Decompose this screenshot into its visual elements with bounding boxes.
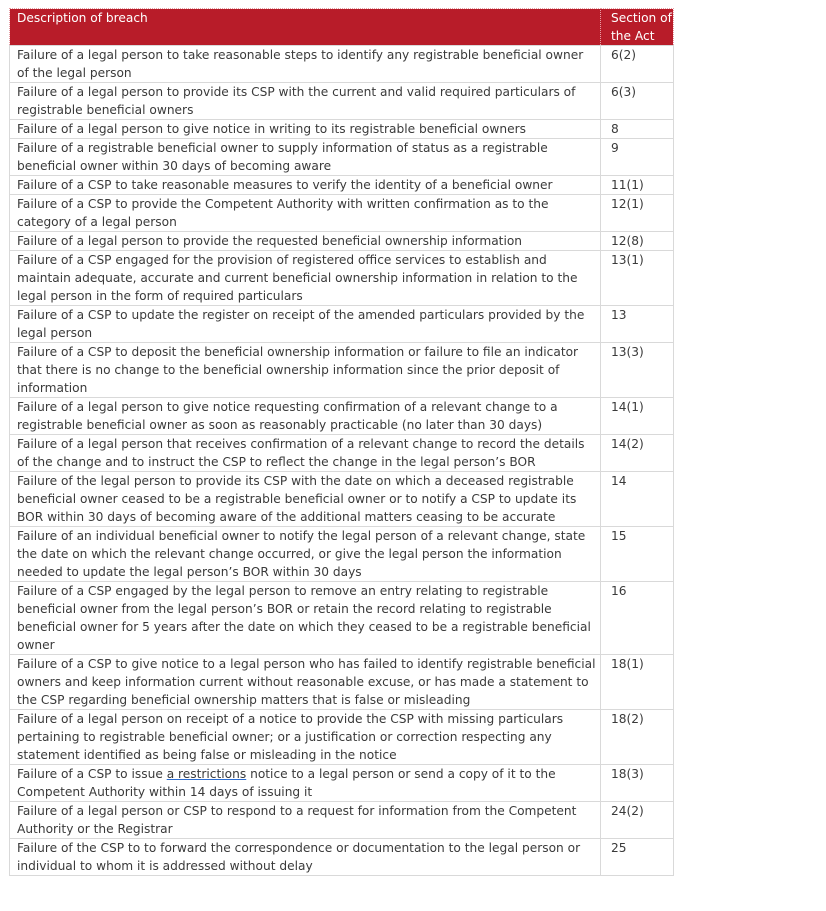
section-number: 18(1) <box>601 655 674 710</box>
section-number: 18(3) <box>601 765 674 802</box>
breach-description: Failure of a CSP to take reasonable measures to verify the identity of a beneficial owner <box>10 176 601 195</box>
header-section: Section of the Act <box>601 9 674 46</box>
breach-description: Failure of a legal person to provide the requested beneficial ownership information <box>10 232 601 251</box>
table-row <box>10 710 674 765</box>
table-row <box>10 472 674 527</box>
breach-description <box>10 765 601 802</box>
section-number: 18(2) <box>601 710 674 765</box>
section-number: 9 <box>601 139 674 176</box>
section-number: 24(2) <box>601 802 674 839</box>
table-row <box>10 83 674 120</box>
breach-description: Failure of a registrable beneficial owner to supply information of status as a registrable beneficial owner within 30 days of becoming aware <box>10 139 601 176</box>
breach-description: Failure of a CSP engaged for the provision of registered office services to establish and maintain adequate, accurate and current beneficial ownership information in relation to the legal person in the form of required particulars <box>10 251 601 306</box>
section-number: 12(1) <box>601 195 674 232</box>
header-description: Description of breach <box>10 9 601 46</box>
breach-description: Failure of a legal person on receipt of a notice to provide the CSP with missing particulars pertaining to registrable beneficial owner; or a justification or correction respecting any statement identified as being false or misleading in the notice <box>10 710 601 765</box>
breach-description: Failure of a legal person to give notice requesting confirmation of a relevant change to a registrable beneficial owner as soon as reasonably practicable (no later than 30 days) <box>10 398 601 435</box>
table-row <box>10 232 674 251</box>
table-row <box>10 195 674 232</box>
breach-description: Failure of an individual beneficial owner to notify the legal person of a relevant change, state the date on which the relevant change occurred, or give the legal person the information needed to update the legal person’s BOR within 30 days <box>10 527 601 582</box>
table-row <box>10 655 674 710</box>
section-number: 13 <box>601 306 674 343</box>
table-row <box>10 176 674 195</box>
table-row <box>10 527 674 582</box>
breach-description: Failure of a CSP to provide the Competent Authority with written confirmation as to the category of a legal person <box>10 195 601 232</box>
section-number: 6(2) <box>601 46 674 83</box>
section-number: 16 <box>601 582 674 655</box>
table-row <box>10 839 674 876</box>
breach-description: Failure of a legal person to give notice in writing to its registrable beneficial owners <box>10 120 601 139</box>
table-row <box>10 139 674 176</box>
breach-description: Failure of a CSP to update the register on receipt of the amended particulars provided by the legal person <box>10 306 601 343</box>
table-row <box>10 120 674 139</box>
breach-description: Failure of a CSP engaged by the legal person to remove an entry relating to registrable beneficial owner from the legal person’s BOR or retain the record relating to registrable beneficial owner for 5 years after the date on which they ceased to be a registrable beneficial owner <box>10 582 601 655</box>
section-number: 13(3) <box>601 343 674 398</box>
table-row <box>10 435 674 472</box>
table-row <box>10 306 674 343</box>
breach-description: Failure of a legal person or CSP to respond to a request for information from the Competent Authority or the Registrar <box>10 802 601 839</box>
table-row <box>10 765 674 802</box>
section-number: 11(1) <box>601 176 674 195</box>
section-number: 6(3) <box>601 83 674 120</box>
table-row <box>10 46 674 83</box>
section-number: 13(1) <box>601 251 674 306</box>
breach-description: Failure of the CSP to to forward the correspondence or documentation to the legal person or individual to whom it is addressed without delay <box>10 839 601 876</box>
breach-description: Failure of a CSP to give notice to a legal person who has failed to identify registrable beneficial owners and keep information current without reasonable excuse, or has made a statement to the CSP regarding beneficial ownership matters that is false or misleading <box>10 655 601 710</box>
section-number: 8 <box>601 120 674 139</box>
table-row <box>10 582 674 655</box>
underlined-phrase: a restrictions <box>166 767 247 781</box>
section-number: 14(2) <box>601 435 674 472</box>
table-row <box>10 343 674 398</box>
breach-description-end: notice to a legal person or send a copy of it to the Competent Authority within 14 days of issuing it <box>17 767 556 799</box>
breach-description: Failure of a legal person to provide its CSP with the current and valid required particulars of registrable beneficial owners <box>10 83 601 120</box>
breach-description-start: Failure of a CSP to issue <box>17 767 167 781</box>
section-number: 12(8) <box>601 232 674 251</box>
section-number: 25 <box>601 839 674 876</box>
section-number: 14 <box>601 472 674 527</box>
breach-table <box>9 8 674 876</box>
section-number: 14(1) <box>601 398 674 435</box>
table-row <box>10 251 674 306</box>
table-row <box>10 802 674 839</box>
table-row <box>10 398 674 435</box>
table-header-row <box>10 9 674 46</box>
section-number: 15 <box>601 527 674 582</box>
breach-table-container <box>9 8 673 876</box>
breach-description: Failure of the legal person to provide its CSP with the date on which a deceased registrable beneficial owner ceased to be a registrable beneficial owner or to notify a CSP to update its BOR within 30 days of becoming aware of the additional matters ceasing to be accurate <box>10 472 601 527</box>
breach-description: Failure of a legal person that receives confirmation of a relevant change to record the details of the change and to instruct the CSP to reflect the change in the legal person’s BOR <box>10 435 601 472</box>
breach-description: Failure of a legal person to take reasonable steps to identify any registrable beneficial owner of the legal person <box>10 46 601 83</box>
breach-description: Failure of a CSP to deposit the beneficial ownership information or failure to file an indicator that there is no change to the beneficial ownership information since the prior deposit of information <box>10 343 601 398</box>
